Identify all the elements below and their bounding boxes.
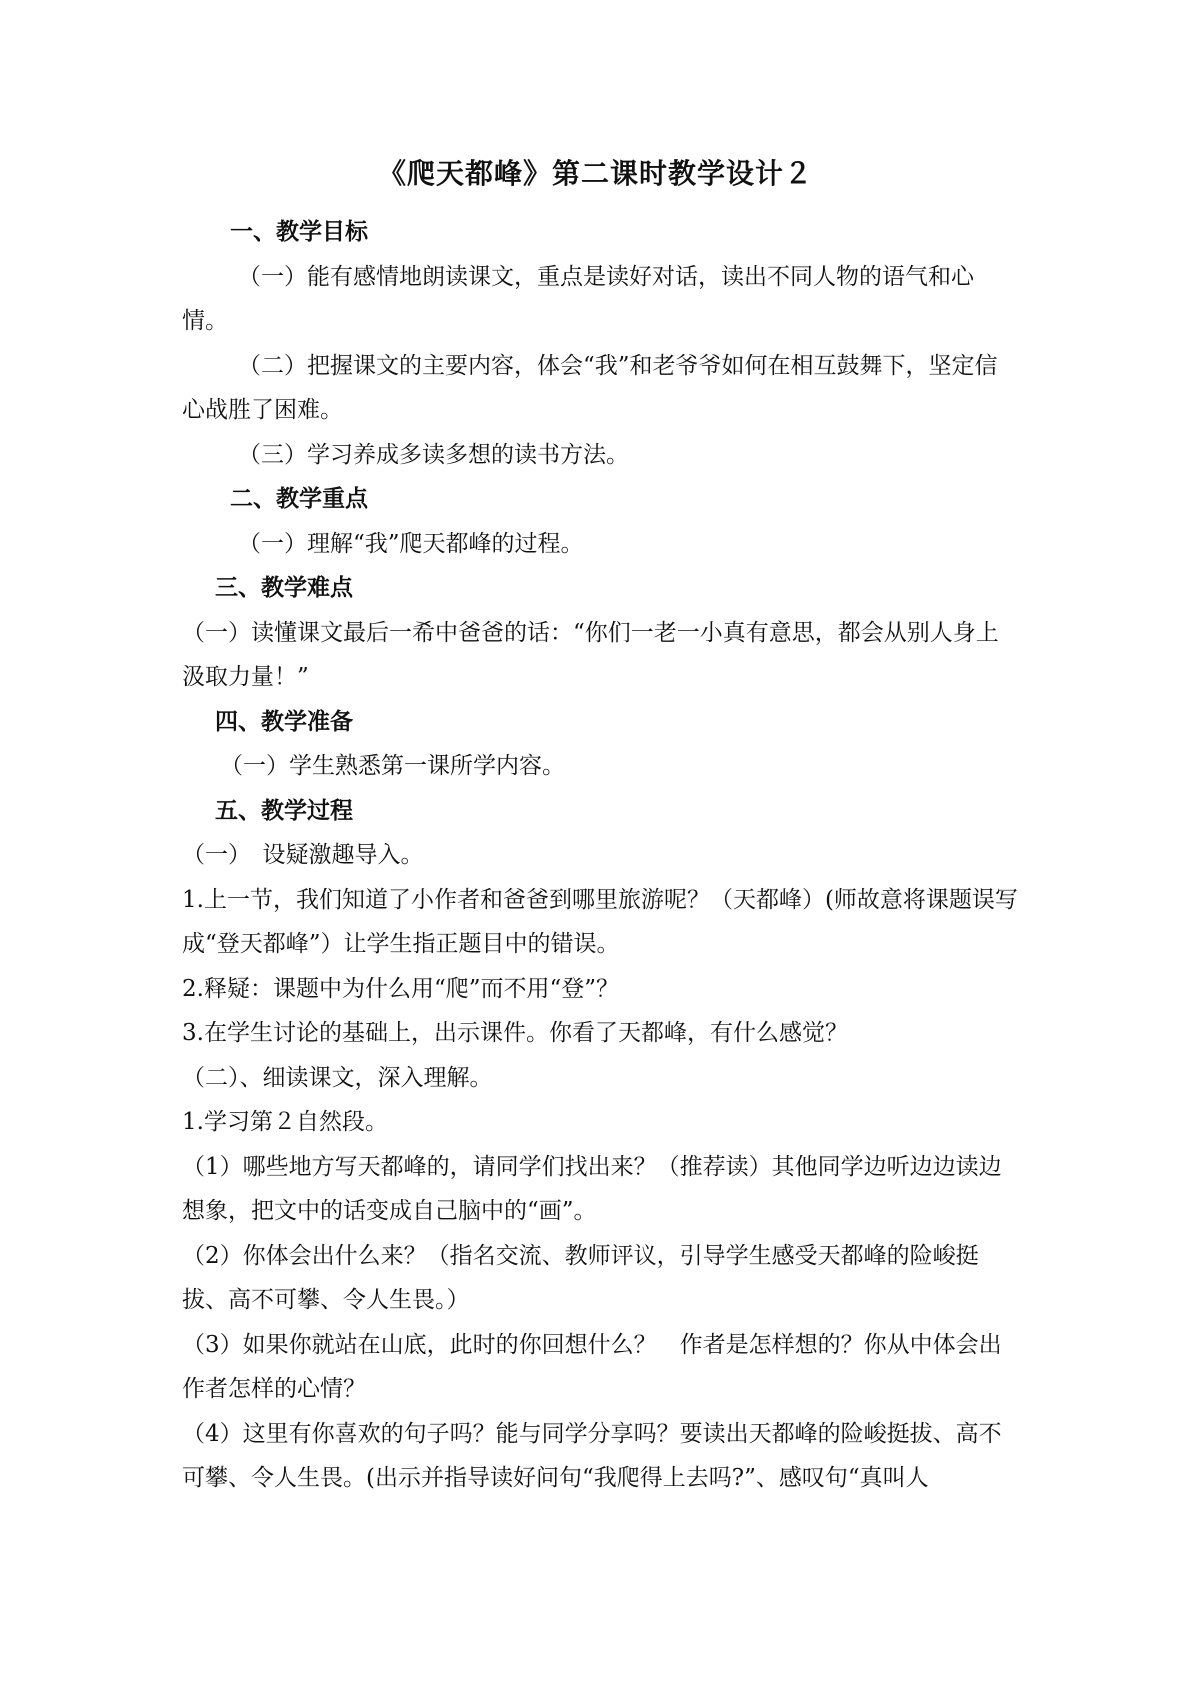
paragraph: （一）读懂课文最后一希中爸爸的话：“你们一老一小真有意思，都会从别人身上汲取力量！” xyxy=(182,619,999,690)
section-heading: 三、教学难点 xyxy=(215,574,353,601)
paragraph: （三）学习养成多读多想的读书方法。 xyxy=(238,441,629,468)
section-heading: 四、教学准备 xyxy=(215,707,353,735)
section-heading: 五、教学过程 xyxy=(215,796,353,824)
paragraph: 3.在学生讨论的基础上，出示课件。你看了天都峰，有什么感觉？ xyxy=(182,1020,848,1046)
paragraph: （一） 设疑激趣导入。 xyxy=(182,842,424,868)
paragraph: 2.释疑：课题中为什么用“爬”而不用“登”？ xyxy=(182,975,619,1002)
document-body xyxy=(182,210,1018,1501)
paragraph: （2）你体会出什么来？（指名交流、教师评议，引导学生感受天都峰的险峻挺拔、高不可攀、令人生畏。） xyxy=(182,1242,979,1313)
paragraph: （二）、细读课文，深入理解。 xyxy=(182,1064,493,1091)
paragraph: （3）如果你就站在山底，此时的你回想什么？ 作者是怎样想的？你从中体会出作者怎样的心情？ xyxy=(182,1331,1002,1402)
section-heading: 二、教学重点 xyxy=(230,485,368,512)
paragraph: （4）这里有你喜欢的句子吗？能与同学分享吗？要读出天都峰的险峻挺拔、高不可攀、令人生畏。(出示并指导读好问句“我爬得上去吗?”、感叹句“真叫人 xyxy=(182,1420,1002,1491)
section-heading: 一、教学目标 xyxy=(230,218,368,245)
paragraph: （一）能有感情地朗读课文，重点是读好对话，读出不同人物的语气和心情。 xyxy=(182,263,974,334)
paragraph: （一）理解“我”爬天都峰的过程。 xyxy=(238,530,584,557)
document-title: 《爬天都峰》第二课时教学设计２ xyxy=(377,157,813,190)
paragraph: 1.上一节，我们知道了小作者和爸爸到哪里旅游呢？（天都峰）(师故意将课题误写成“登天都峰”）让学生指正题目中的错误。 xyxy=(182,886,1018,957)
paragraph: （二）把握课文的主要内容，体会“我”和老爷爷如何在相互鼓舞下，坚定信心战胜了困难。 xyxy=(182,352,998,423)
paragraph: 1.学习第２自然段。 xyxy=(182,1109,388,1135)
paragraph: （一）学生熟悉第一课所学内容。 xyxy=(220,753,565,779)
paragraph: （1）哪些地方写天都峰的，请同学们找出来？（推荐读）其他同学边听边边读边想象，把文中的话变成自己脑中的“画”。 xyxy=(182,1153,1002,1224)
